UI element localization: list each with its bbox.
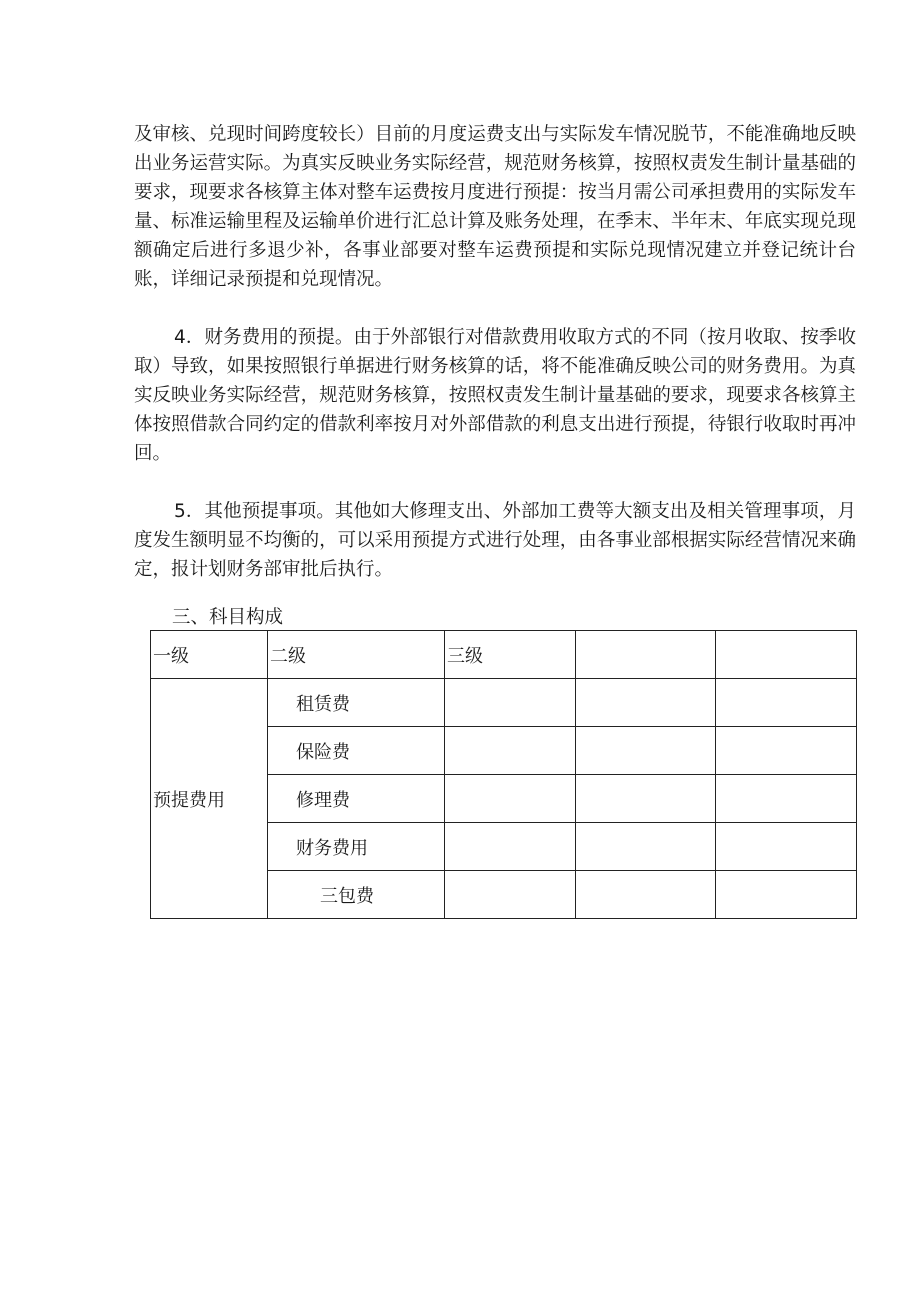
paragraph-other-accruals: 5．其他预提事项。其他如大修理支出、外部加工费等大额支出及相关管理事项，月度发生额明显不均衡的，可以采用预提方式进行处理，由各事业部根据实际经营情况来确定，报计划财务部审批后执行。 — [134, 501, 856, 580]
header-level-2: 二级 — [268, 631, 445, 679]
header-empty-4 — [576, 631, 716, 679]
table-cell — [576, 823, 716, 871]
table-cell — [716, 679, 857, 727]
subject-structure-table — [150, 630, 857, 919]
level2-item: 租赁费 — [268, 679, 445, 727]
table-cell — [716, 871, 857, 919]
table-cell — [576, 775, 716, 823]
table-cell — [576, 727, 716, 775]
paragraph-financial-expense-accrual: 4．财务费用的预提。由于外部银行对借款费用收取方式的不同（按月收取、按季收取）导致，如果按照银行单据进行财务核算的话，将不能准确反映公司的财务费用。为真实反映业务实际经营，规范财务核算，按照权责发生制计量基础的要求，现要求各核算主体按照借款合同约定的借款利率按月对外部借款的利息支出进行预提，待银行收取时再冲回。 — [134, 327, 856, 464]
section-heading: 三、科目构成 — [172, 607, 284, 628]
table-cell — [716, 775, 857, 823]
level2-item: 三包费 — [268, 871, 445, 919]
header-empty-5 — [716, 631, 857, 679]
table-cell — [445, 727, 576, 775]
table-cell — [445, 679, 576, 727]
table-cell — [716, 823, 857, 871]
table-cell — [445, 823, 576, 871]
header-level-3: 三级 — [445, 631, 576, 679]
table-cell — [716, 727, 857, 775]
header-level-1: 一级 — [151, 631, 268, 679]
table-cell — [576, 679, 716, 727]
level2-item: 修理费 — [268, 775, 445, 823]
table-cell — [445, 775, 576, 823]
table-cell — [576, 871, 716, 919]
level2-item: 财务费用 — [268, 823, 445, 871]
table-cell — [445, 871, 576, 919]
level1-accrued-expenses: 预提费用 — [151, 679, 268, 919]
table-row — [151, 679, 857, 727]
paragraph-freight-accrual: 及审核、兑现时间跨度较长）目前的月度运费支出与实际发车情况脱节，不能准确地反映出业务运营实际。为真实反映业务实际经营，规范财务核算，按照权责发生制计量基础的要求，现要求各核算主体对整车运费按月度进行预提：按当月需公司承担费用的实际发车量、标准运输里程及运输单价进行汇总计算及账务处理，在季末、半年末、年底实现兑现额确定后进行多退少补，各事业部要对整车运费预提和实际兑现情况建立并登记统计台账，详细记录预提和兑现情况。 — [134, 124, 856, 290]
level2-item: 保险费 — [268, 727, 445, 775]
table-header-row — [151, 631, 857, 679]
